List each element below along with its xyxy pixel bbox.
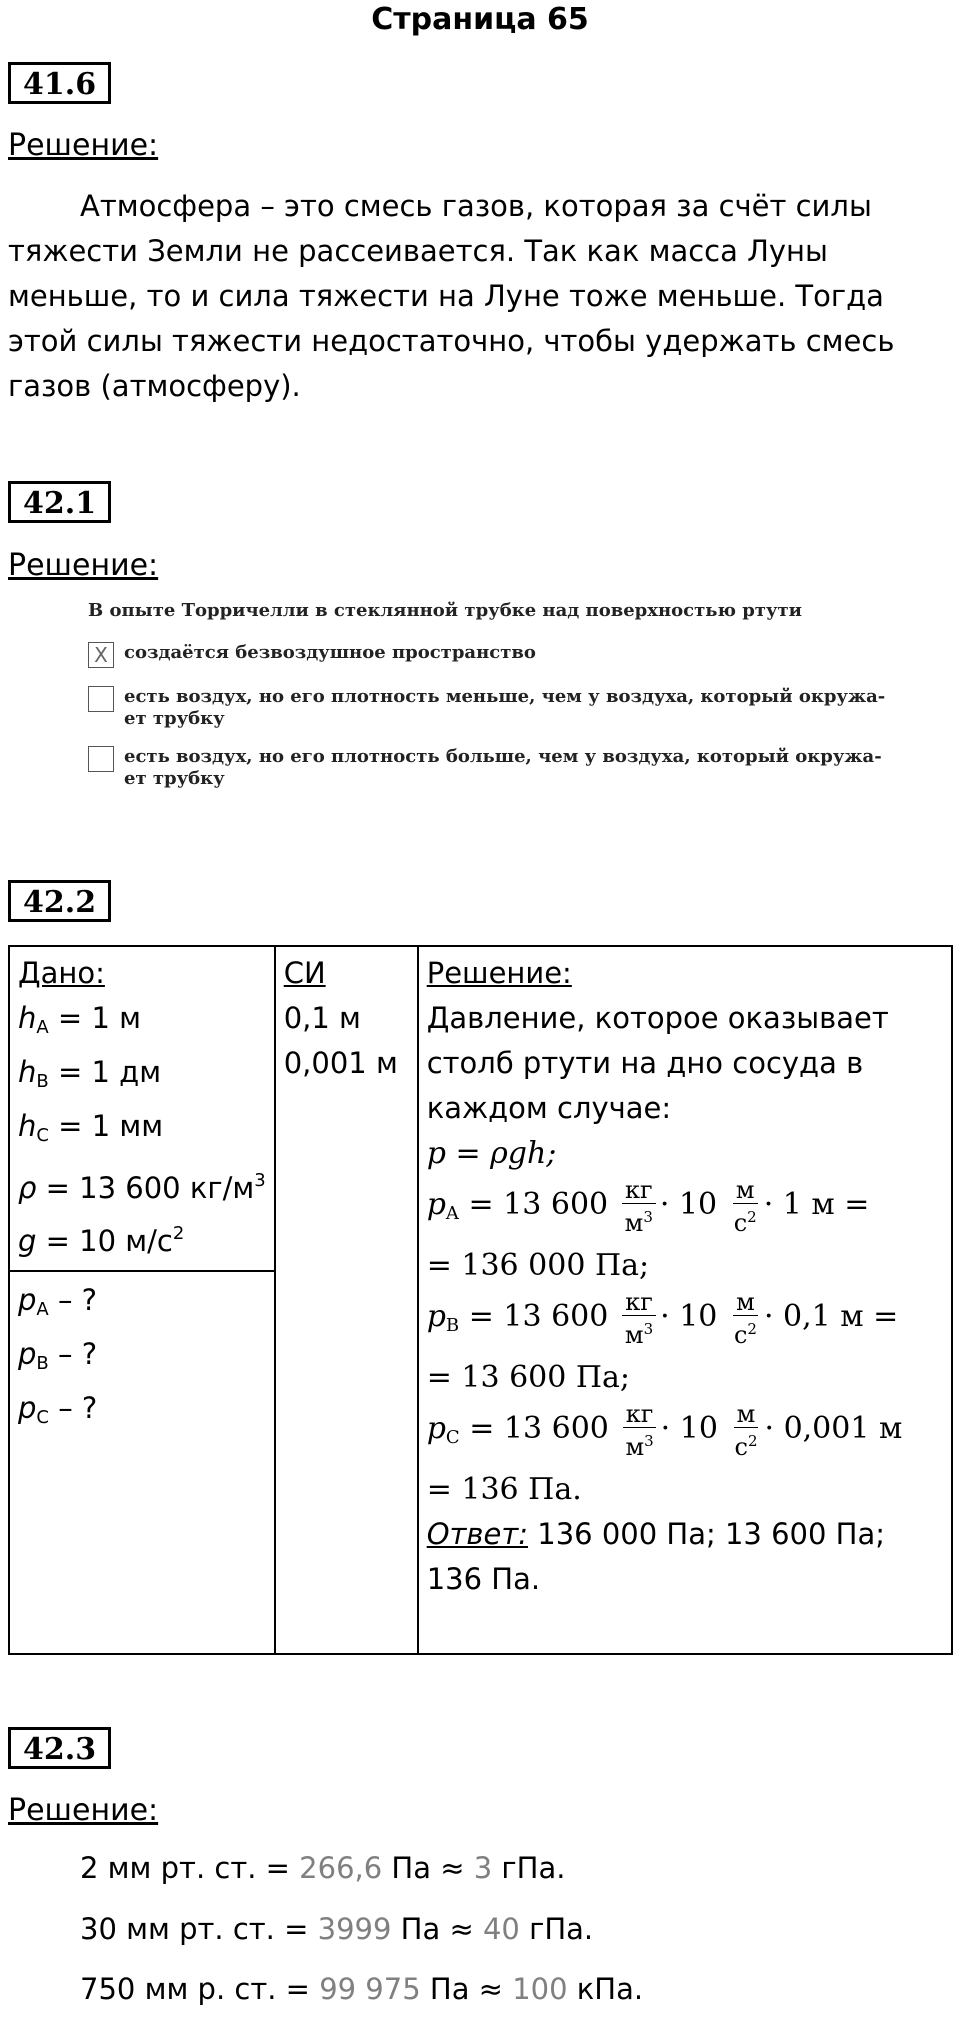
answer-line [427, 1512, 943, 1557]
calc-line-c: $p_C = 13$ 600 $\frac{кг}{м^3}$ · 10 $\frac{м}{с^2}$ · 0,001 м [426, 1399, 903, 1461]
conversion-line: 30 мм рт. ст. = 3999 Па ≈ 40 гПа. [80, 1912, 594, 1946]
si-column [275, 946, 418, 1654]
problem-label-42-3: 42.3 [8, 1727, 111, 1769]
calc-result-c: = 136 Па. [426, 1472, 582, 1507]
given-item: $h_C = 1$ мм [18, 1109, 164, 1146]
calc-result-a: = 136 000 Па; [426, 1248, 650, 1283]
given-item: ρ = 13 600 $кг/м^3$ [18, 1170, 266, 1205]
si-item: 0,1 м [283, 1001, 361, 1035]
scan-option-text: создаётся безвоздушное пространство [124, 642, 536, 663]
solution-heading-42-2: Решение: [426, 956, 572, 990]
conversion-line: 2 мм рт. ст. = 266,6 Па ≈ 3 гПа. [80, 1851, 566, 1885]
calc-line-b: $p_B = 13$ 600 $\frac{кг}{м^3}$ · 10 $\frac{м}{с^2}$ · 0,1 м = [426, 1287, 899, 1349]
given-item: g = 10 $м/с^2$ [18, 1223, 185, 1258]
given-heading: Дано: [18, 956, 105, 990]
solution-intro-line: Давление, которое оказывает [426, 1001, 889, 1035]
solution-intro-line: каждом случае: [426, 1091, 672, 1125]
given-column [9, 946, 275, 1654]
problem-label-42-2: 42.2 [8, 880, 111, 922]
scan-option-2 [88, 686, 904, 730]
find-block [10, 1272, 274, 1446]
calc-line-a: $p_A = 13$ 600 $\frac{кг}{м^3}$ · 10 $\frac{м}{с^2}$ · 1 м = [426, 1175, 870, 1237]
si-item: 0,001 м [283, 1046, 398, 1080]
answer-last: 136 Па. [426, 1562, 541, 1596]
find-item: $p_C$ – ? [18, 1391, 98, 1428]
given-item: $h_A = 1$ м [18, 1001, 142, 1038]
given-item: $h_B = 1$ дм [18, 1055, 162, 1092]
solution-heading-42-3: Решение: [8, 1793, 159, 1828]
page-title: Страница 65 [371, 2, 589, 37]
checkbox-checked-icon: X [88, 642, 114, 668]
find-item: $p_B$ – ? [18, 1337, 98, 1374]
given-solution-table [8, 945, 953, 1655]
solution-heading-42-1: Решение: [8, 548, 159, 583]
scan-option-text: есть воздух, но его плотность меньше, чем у воздуха, который окружа-ет трубку [124, 686, 886, 729]
textbook-scan-fragment [80, 600, 920, 800]
problem-label-42-1: 42.1 [8, 481, 111, 523]
formula-line: p = ρgh; [426, 1136, 557, 1171]
solution-column [418, 946, 952, 1654]
solution-intro-line: столб ртути на дно сосуда в [426, 1046, 864, 1080]
scan-question: В опыте Торричелли в стеклянной трубке над поверхностью ртути [88, 600, 802, 621]
find-item: $p_A$ – ? [18, 1283, 98, 1320]
answer-label: Ответ: [426, 1517, 529, 1551]
calc-result-b: = 13 600 Па; [426, 1360, 631, 1395]
solution-heading-41-6: Решение: [8, 128, 159, 163]
conversion-line: 750 мм р. ст. = 99 975 Па ≈ 100 кПа. [80, 1972, 644, 2006]
given-block [10, 947, 274, 1272]
scan-option-text: есть воздух, но его плотность больше, чем у воздуха, который окружа-ет трубку [124, 746, 882, 789]
answer-values: 136 000 Па; 13 600 Па; [537, 1517, 885, 1551]
si-heading: СИ [283, 956, 326, 990]
checkbox-empty-icon [88, 746, 114, 772]
checkbox-empty-icon [88, 686, 114, 712]
problem-label-41-6: 41.6 [8, 62, 111, 104]
scan-option-1 [88, 642, 904, 668]
solution-text-41-6: Атмосфера – это смесь газов, которая за счёт силы тяжести Земли не рассеивается. Так как масса Луны меньше, то и сила тяжести на Луне тоже меньше. Тогда этой силы тяжести недостаточно, чтобы удержать смесь газов (атмосферу). [8, 189, 895, 403]
scan-option-3 [88, 746, 904, 790]
